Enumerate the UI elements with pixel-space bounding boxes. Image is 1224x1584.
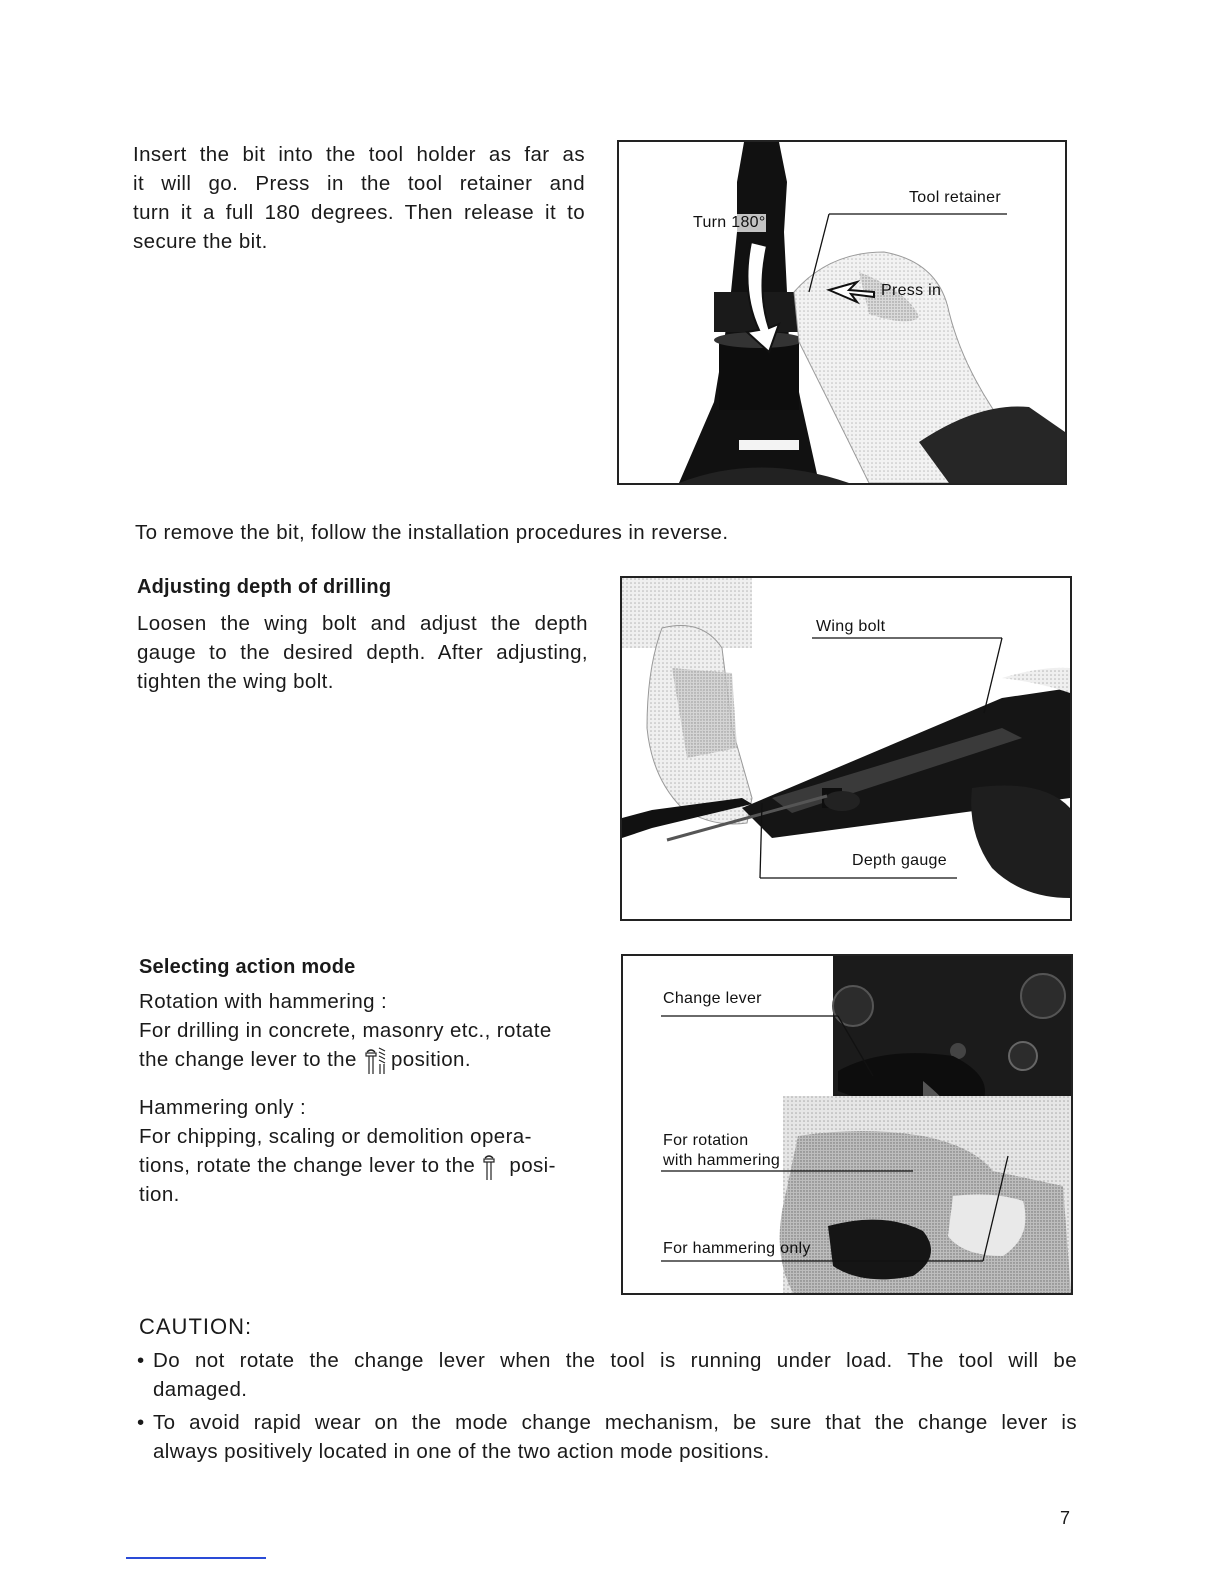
insert-bit-line-4: secure the bit. (133, 230, 268, 253)
adjusting-depth-line-1: Loosen the wing bolt and adjust the depth (137, 612, 588, 635)
rotation-hammering-line-2 (139, 1045, 471, 1076)
caution-bullet-1 (137, 1346, 1077, 1404)
depth-gauge-label: Depth gauge (852, 852, 947, 869)
caution-bullet-1-row (137, 1346, 1077, 1375)
insert-bit-line-1: Insert the bit into the tool holder as far as (133, 143, 585, 166)
caution-bullet-1-line-2: damaged. (153, 1378, 248, 1401)
change-lever-photo (621, 954, 1073, 1295)
insert-bit-paragraph (133, 140, 585, 256)
hammering-only-line-2a: tions, rotate the change lever to the (139, 1154, 476, 1177)
hammering-only-symbol-icon (483, 1152, 501, 1182)
remove-bit-text: To remove the bit, follow the installation procedures in reverse. (135, 521, 729, 544)
turn-180-label: Turn 180° (693, 214, 766, 231)
adjusting-depth-line-3: tighten the wing bolt. (137, 670, 334, 693)
hammering-only-line-2 (139, 1151, 556, 1182)
adjusting-depth-line-2: gauge to the desired depth. After adjusting, (137, 641, 588, 664)
caution-bullet-1-line-1: Do not rotate the change lever when the tool is running under load. The tool will be (153, 1349, 1077, 1372)
selecting-mode-heading: Selecting action mode (139, 956, 356, 978)
tool-holder-photo (617, 140, 1067, 485)
bullet-dot-icon: • (137, 1349, 145, 1372)
rotation-hammering-line-2b: position. (390, 1048, 471, 1071)
caution-title: CAUTION: (139, 1314, 253, 1339)
rotation-hammering-line-2a: the change lever to the (139, 1048, 357, 1071)
caution-bullet-2-line-1: To avoid rapid wear on the mode change mechanism, be sure that the change lever is (153, 1411, 1077, 1434)
adjusting-depth-heading: Adjusting depth of drilling (137, 576, 392, 598)
rotation-label-line-1: For rotation (663, 1132, 749, 1149)
page-number: 7 (1060, 1508, 1071, 1528)
rotation-hammering-line-1: For drilling in concrete, masonry etc., rotate (139, 1019, 552, 1042)
bullet-dot-icon: • (137, 1411, 145, 1434)
caution-bullet-2-row (137, 1408, 1077, 1437)
insert-bit-line-2: it will go. Press in the tool retainer and (133, 172, 585, 195)
hammering-only-line-2b: posi- (509, 1154, 556, 1177)
hammering-only-label: For hammering only (663, 1240, 811, 1257)
rotation-label-line-2: with hammering (663, 1152, 781, 1169)
footer-link-underline[interactable] (126, 1557, 266, 1559)
hammering-only-line-3: tion. (139, 1183, 180, 1206)
change-lever-label: Change lever (663, 990, 762, 1007)
depth-gauge-photo (620, 576, 1072, 921)
insert-bit-line-3: turn it a full 180 degrees. Then release it to (133, 201, 585, 224)
press-in-label: Press in (881, 282, 942, 299)
rotation-hammering-symbol-icon (365, 1046, 383, 1076)
tool-retainer-label: Tool retainer (909, 189, 1001, 206)
rotation-hammering-title: Rotation with hammering : (139, 990, 388, 1013)
caution-bullet-2-line-2: always positively located in one of the two action mode positions. (153, 1440, 770, 1463)
wing-bolt-label: Wing bolt (816, 618, 886, 635)
adjusting-depth-paragraph (137, 609, 588, 696)
caution-bullet-2 (137, 1408, 1077, 1466)
hammering-only-title: Hammering only : (139, 1096, 307, 1119)
hammering-only-line-1: For chipping, scaling or demolition opera- (139, 1125, 532, 1148)
